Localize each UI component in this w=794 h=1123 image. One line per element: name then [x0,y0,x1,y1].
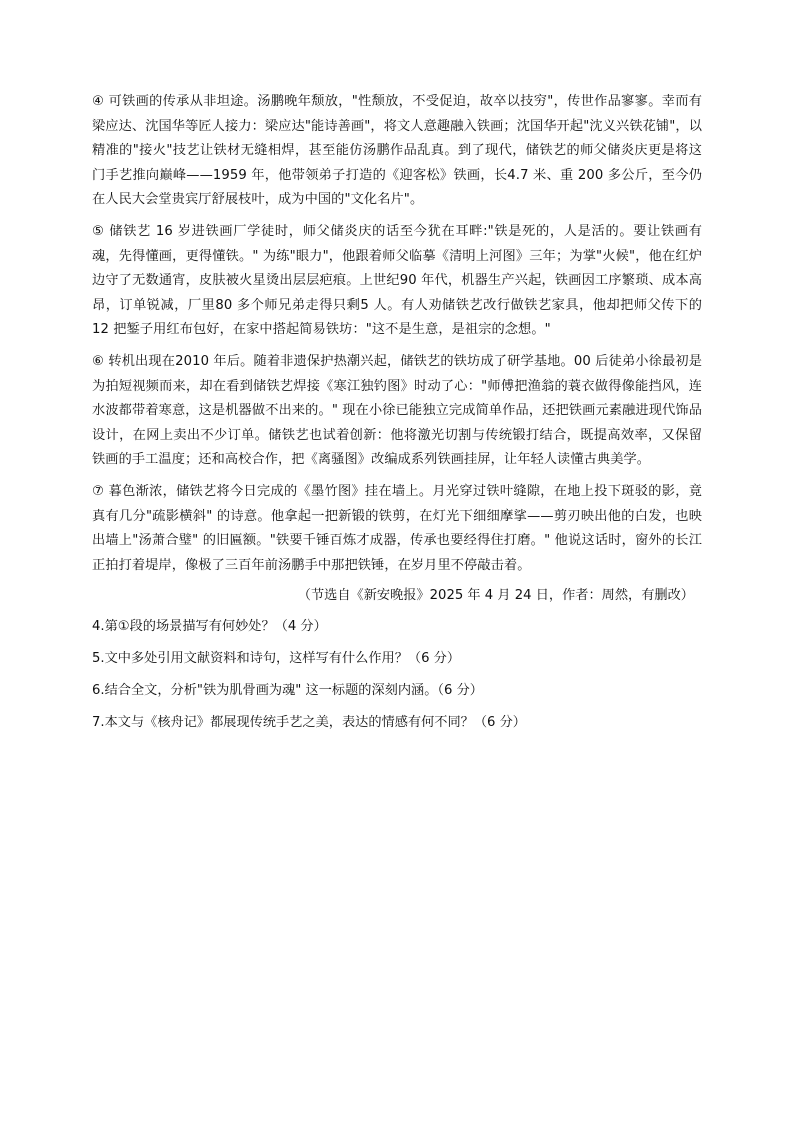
paragraph-6: ⑥ 转机出现在2010 年后。随着非遗保护热潮兴起，储铁艺的铁坊成了研学基地。00 后徒弟小徐最初是为拍短视频而来，却在看到储铁艺焊接《寒江独钓图》时动了心："师傅把渔翁的蓑衣做得像能挡风，连水波都带着寒意，这是机器做不出来的。" 现在小徐已能独立完成简单作品，还把铁画元素融进现代饰品设计，在网上卖出不少订单。储铁艺也试着创新：他将激光切割与传统锻打结合，既提高效率，又保留铁画的手工温度；还和高校合作，把《离骚图》改编成系列铁画挂屏，让年轻人读懂古典美学。 [92,353,702,468]
question-6: 6.结合全文，分析"铁为肌骨画为魂" 这一标题的深刻内涵。（6 分） [92,683,483,699]
paragraph-4: ④ 可铁画的传承从非坦途。汤鹏晚年颓放，"性颓放，不受促迫，故卒以技穷"，传世作品寥寥。幸而有梁应达、沈国华等匠人接力：梁应达"能诗善画"，将文人意趣融入铁画；沈国华开起"沈义兴铁花铺"，以精准的"接火"技艺让铁材无缝相焊，甚至能仿汤鹏作品乱真。到了现代，储铁艺的师父储炎庆更是将这门手艺推向巅峰——1959 年，他带领弟子打造的《迎客松》铁画，长4.7 米、重 200 多公斤，至今仍在人民大会堂贵宾厅舒展枝叶，成为中国的"文化名片"。 [92,94,702,208]
document-page [92,90,702,743]
question-4: 4.第①段的场景描写有何妙处？（4 分） [92,619,327,635]
question-7: 7.本文与《核舟记》都展现传统手艺之美，表达的情感有何不同？（6 分） [92,715,526,731]
paragraph-7: ⑦ 暮色渐浓，储铁艺将今日完成的《墨竹图》挂在墙上。月光穿过铁叶缝隙，在地上投下斑驳的影，竟真有几分"疏影横斜" 的诗意。他拿起一把新锻的铁剪，在灯光下细细摩挲——剪刃映出他的白发，也映出墙上"汤萧合璧" 的旧匾额。"铁要千锤百炼才成器，传承也要经得住打磨。" 他说这话时，窗外的长江正拍打着堤岸，像极了三百年前汤鹏手中那把铁锤，在岁月里不停敲击着。 [92,483,702,573]
paragraph-5: ⑤ 储铁艺 16 岁进铁画厂学徒时，师父储炎庆的话至今犹在耳畔:"铁是死的，人是活的。要让铁画有魂，先得懂画，更得懂铁。" 为练"眼力"，他跟着师父临摹《清明上河图》三年；为掌"火候"，他在红炉边守了无数通宵，皮肤被火星烫出层层疤痕。上世纪90 年代，机器生产兴起，铁画因工序繁琐、成本高昂，订单锐减，厂里80 多个师兄弟走得只剩5 人。有人劝储铁艺改行做铁艺家具，他却把师父传下的 12 把錾子用红布包好，在家中搭起简易铁坊："这不是生意，是祖宗的念想。" [92,223,702,338]
question-5: 5.文中多处引用文献资料和诗句，这样写有什么作用？（6 分） [92,651,461,667]
source-citation: （节选自《新安晚报》2025 年 4 月 24 日，作者：周然，有删改） [297,588,694,604]
